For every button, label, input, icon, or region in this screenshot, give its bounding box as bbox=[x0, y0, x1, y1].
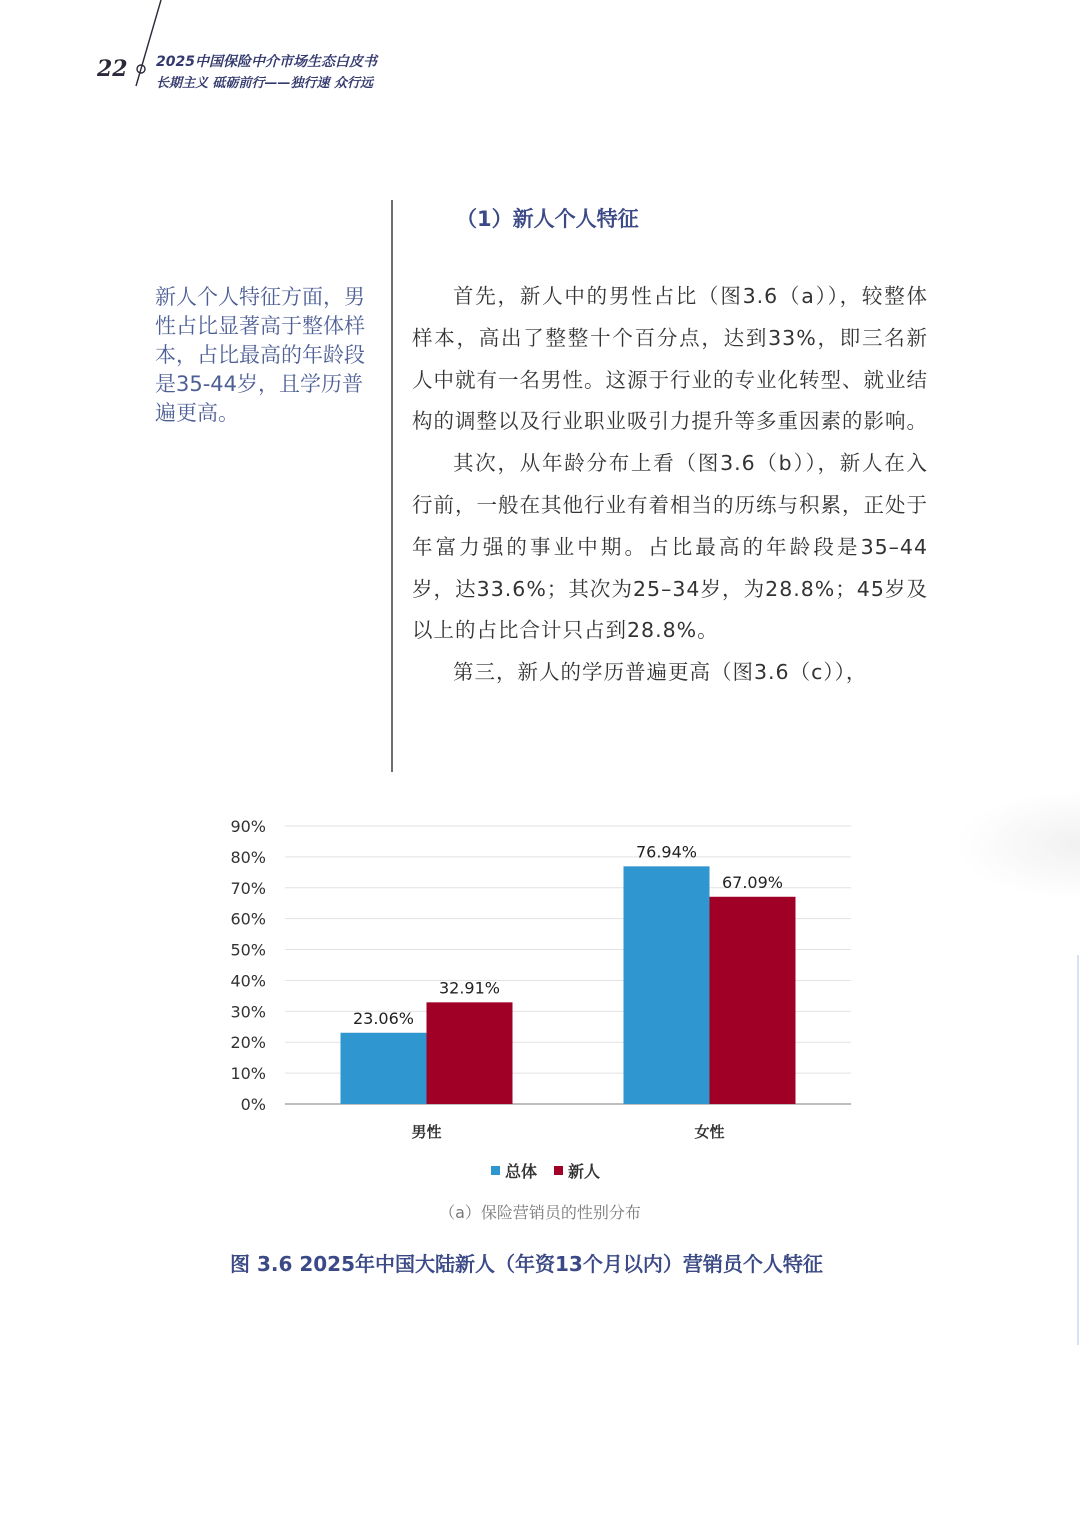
page-number: 22 bbox=[97, 56, 128, 82]
legend-label: 新人 bbox=[568, 1162, 601, 1181]
data-label: 76.94% bbox=[635, 842, 698, 862]
data-label: 67.09% bbox=[721, 872, 784, 892]
chart-subcaption: （a）保险营销员的性别分布 bbox=[439, 1203, 641, 1222]
running-header-title: 2025中国保险中介市场生态白皮书 bbox=[156, 54, 377, 70]
body-paragraph-1: 首先，新人中的男性占比（图3.6（a）），较整体样本，高出了整整十个百分点，达到33%，即三名新人中就有一名男性。这源于行业的专业化转型、就业结构的调整以及行业职业吸引力提升等多重因素的影响。 bbox=[412, 284, 928, 434]
x-tick-label: 男性 bbox=[411, 1123, 442, 1141]
bar bbox=[710, 897, 796, 1104]
figure-title: 图 3.6 2025年中国大陆新人（年资13个月以内）营销员个人特征 bbox=[230, 1252, 823, 1276]
running-header-subtitle: 长期主义 砥砺前行——独行速 众行远 bbox=[156, 76, 374, 91]
bar bbox=[427, 1002, 513, 1104]
y-tick-label: 60% bbox=[230, 909, 266, 929]
y-tick-label: 80% bbox=[230, 847, 266, 867]
y-tick-label: 0% bbox=[240, 1095, 266, 1114]
body-text bbox=[412, 276, 928, 694]
gender-bar-chart bbox=[0, 800, 1080, 1190]
section-heading: （1）新人个人特征 bbox=[456, 207, 639, 231]
data-label: 23.06% bbox=[352, 1008, 415, 1028]
y-tick-label: 10% bbox=[230, 1064, 266, 1084]
y-tick-label: 30% bbox=[230, 1002, 266, 1022]
legend-swatch bbox=[491, 1166, 500, 1175]
x-tick-label: 女性 bbox=[694, 1123, 725, 1141]
body-paragraph-3: 第三，新人的学历普遍更高（图3.6（c））， bbox=[453, 660, 868, 685]
data-label: 32.91% bbox=[438, 978, 501, 998]
sidenote: 新人个人特征方面，男性占比显著高于整体样本，占比最高的年龄段是35-44岁，且学历普遍更高。 bbox=[155, 285, 365, 425]
bar bbox=[624, 866, 710, 1104]
y-tick-label: 50% bbox=[230, 940, 266, 960]
body-paragraph-2: 其次，从年龄分布上看（图3.6（b）），新人在入行前，一般在其他行业有着相当的历练与积累，正处于年富力强的事业中期。占比最高的年龄段是35–44岁，达33.6%；其次为25–34岁，为28.8%；45岁及以上的占比合计只占到28.8%。 bbox=[412, 451, 928, 643]
legend-label: 总体 bbox=[505, 1162, 538, 1181]
y-tick-label: 20% bbox=[230, 1033, 266, 1053]
legend-swatch bbox=[554, 1166, 563, 1175]
bar bbox=[341, 1033, 427, 1104]
y-tick-label: 90% bbox=[230, 817, 266, 836]
y-tick-label: 40% bbox=[230, 971, 266, 991]
column-divider bbox=[391, 200, 393, 772]
y-tick-label: 70% bbox=[230, 878, 266, 898]
